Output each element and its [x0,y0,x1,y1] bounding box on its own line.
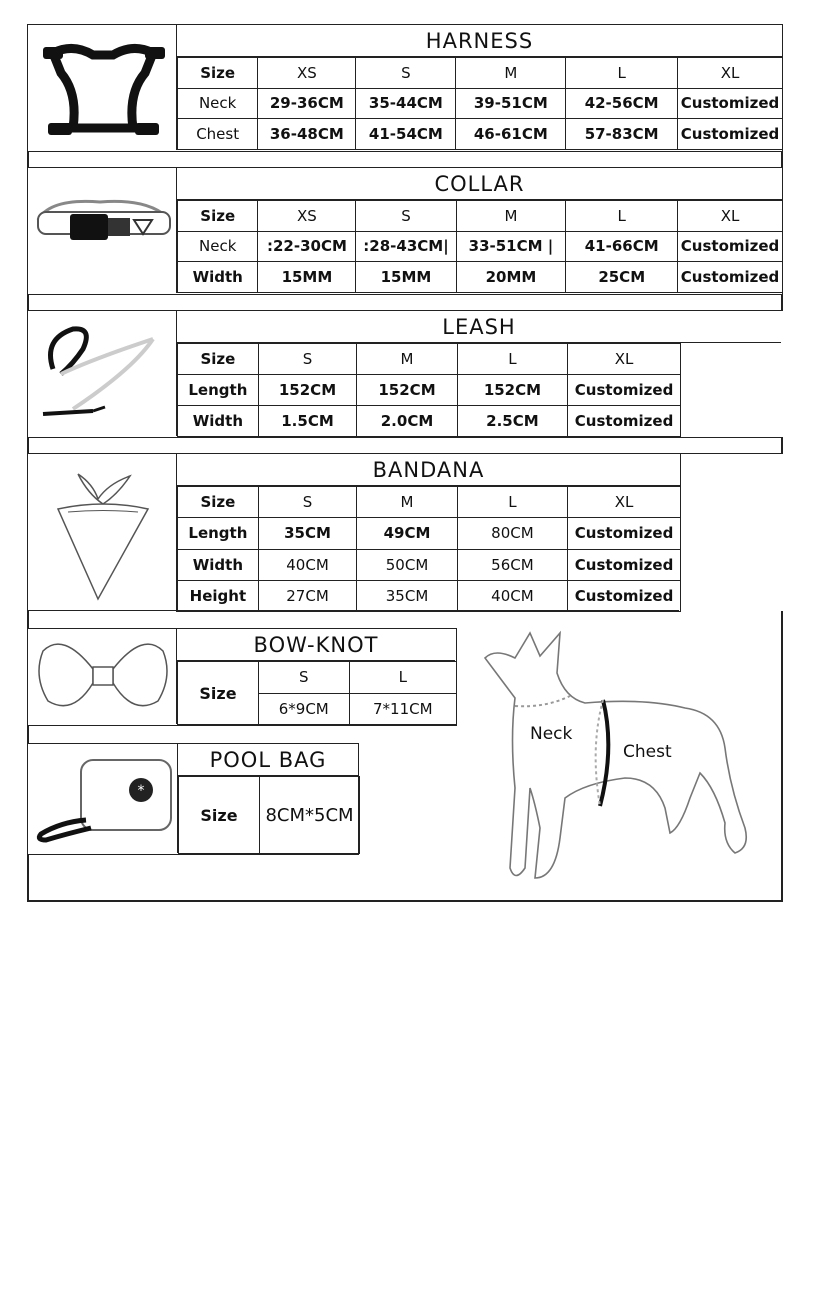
harness-table [177,57,783,150]
poolbag-table [178,776,360,854]
bandana-cell: 49CM [357,518,457,549]
bandana-row [178,580,681,611]
bowknot-header-s: S [259,662,350,694]
collar-row [178,231,783,262]
poolbag-value: 8CM*5CM [260,777,360,854]
bandana-cell: 40CM [258,549,357,580]
leash-cell: 2.5CM [457,406,567,437]
harness-row [178,119,783,150]
collar-title: COLLAR [177,168,782,200]
collar-header-xl: XL [678,201,783,232]
bandana-icon [38,464,168,604]
collar-header-size: Size [178,201,258,232]
bandana-cell: 35CM [357,580,457,611]
harness-cell: 41-54CM [356,119,456,150]
collar-cell: :28-43CM| [356,231,456,262]
bandana-cell: 40CM [457,580,567,611]
collar-cell: Customized [678,262,783,293]
poolbag-size-label: Size [179,777,260,854]
bandana-image-cell [28,454,177,612]
leash-section [27,310,783,438]
bowknot-section [27,628,457,726]
bandana-header-s: S [258,487,357,518]
leash-cell: 152CM [457,375,567,406]
chest-measure-front [600,700,608,806]
leash-cell: 152CM [258,375,357,406]
poolbag-title: POOL BAG [178,744,358,776]
bandana-row-label: Length [178,518,259,549]
poolbag-section [27,743,359,855]
collar-header-l: L [566,201,678,232]
harness-header-size: Size [178,58,258,89]
leash-header-xl: XL [568,344,681,375]
collar-header-s: S [356,201,456,232]
harness-row [178,88,783,119]
harness-cell: Customized [678,119,783,150]
bandana-section [27,453,783,611]
harness-cell: 39-51CM [456,88,566,119]
bandana-title: BANDANA [177,454,681,486]
bandana-cell: 50CM [357,549,457,580]
leash-cell: 152CM [357,375,457,406]
leash-title: LEASH [177,311,781,343]
collar-header-xs: XS [258,201,356,232]
harness-row-label: Chest [178,119,258,150]
poolbag-icon [31,750,176,850]
bandana-header-l: L [457,487,567,518]
bowtie-icon [33,631,173,721]
leash-table [177,343,681,437]
leash-row [178,375,681,406]
bowknot-title: BOW-KNOT [177,629,455,661]
collar-section [27,167,783,295]
leash-cell: 2.0CM [357,406,457,437]
bandana-header-m: M [357,487,457,518]
harness-section [27,24,783,152]
harness-cell: Customized [678,88,783,119]
collar-icon [30,190,175,270]
bowknot-image-cell [28,629,177,724]
leash-image-cell [28,311,177,436]
leash-cell: Customized [568,375,681,406]
bowknot-size-label: Size [178,662,259,725]
harness-title: HARNESS [177,25,782,57]
bandana-cell: Customized [568,580,681,611]
leash-cell: 1.5CM [258,406,357,437]
bandana-cell: Customized [568,549,681,580]
neck-measure-line [515,696,570,706]
collar-cell: 33-51CM | [456,231,566,262]
harness-header-xl: XL [678,58,783,89]
collar-cell: :22-30CM [258,231,356,262]
harness-header-m: M [456,58,566,89]
bowknot-value-s: 6*9CM [259,693,350,725]
bandana-cell: Customized [568,518,681,549]
bandana-cell: 56CM [457,549,567,580]
bandana-cell: 80CM [457,518,567,549]
collar-header-m: M [456,201,566,232]
chest-label: Chest [623,742,672,762]
collar-cell: 15MM [258,262,356,293]
collar-cell: 20MM [456,262,566,293]
collar-table [177,200,783,293]
bowknot-value-l: 7*11CM [349,693,456,725]
leash-header-s: S [258,344,357,375]
neck-label: Neck [530,724,573,744]
harness-header-s: S [356,58,456,89]
bandana-cell: 27CM [258,580,357,611]
bandana-header-size: Size [178,487,259,518]
harness-icon [33,33,173,143]
bowknot-header-l: L [349,662,456,694]
harness-header-xs: XS [258,58,356,89]
leash-row [178,406,681,437]
leash-header-l: L [457,344,567,375]
harness-cell: 29-36CM [258,88,356,119]
harness-cell: 36-48CM [258,119,356,150]
collar-cell: 25CM [566,262,678,293]
poolbag-image-cell [28,744,178,853]
collar-cell: 15MM [356,262,456,293]
bandana-table [177,486,681,612]
leash-icon [33,319,173,429]
harness-cell: 57-83CM [566,119,678,150]
bandana-row [178,549,681,580]
bandana-row [178,518,681,549]
harness-cell: 35-44CM [356,88,456,119]
leash-header-m: M [357,344,457,375]
collar-cell: 41-66CM [566,231,678,262]
bandana-header-xl: XL [568,487,681,518]
bandana-row-label: Height [178,580,259,611]
harness-header-l: L [566,58,678,89]
harness-image-cell [28,25,177,150]
svg-text:*: * [137,783,145,799]
harness-cell: 42-56CM [566,88,678,119]
leash-row-label: Length [178,375,259,406]
leash-cell: Customized [568,406,681,437]
collar-row [178,262,783,293]
leash-header-size: Size [178,344,259,375]
bandana-cell: 35CM [258,518,357,549]
collar-row-label: Width [178,262,258,293]
dog-illustration [475,628,765,888]
collar-cell: Customized [678,231,783,262]
harness-cell: 46-61CM [456,119,566,150]
bandana-bottom-line [27,610,679,611]
bandana-row-label: Width [178,549,259,580]
harness-row-label: Neck [178,88,258,119]
collar-image-cell [28,168,177,293]
leash-row-label: Width [178,406,259,437]
collar-row-label: Neck [178,231,258,262]
bowknot-table [177,661,457,725]
